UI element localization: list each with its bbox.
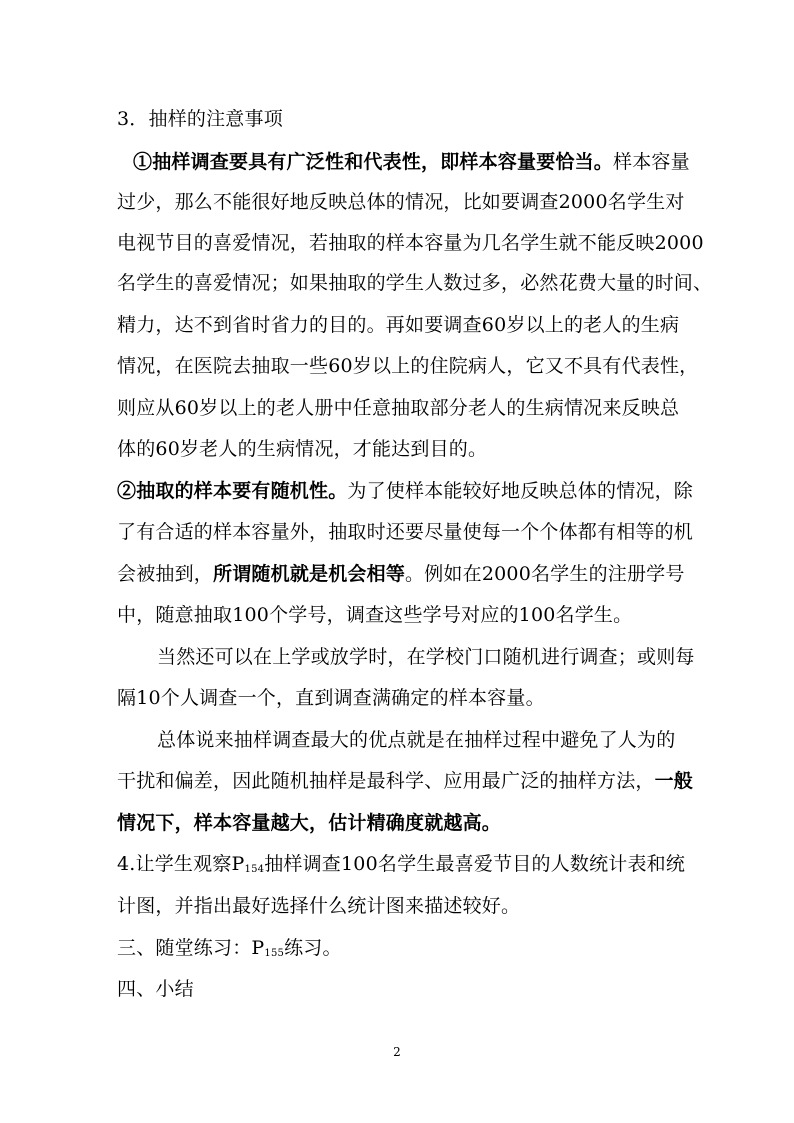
subscript-text: 154 (244, 864, 265, 875)
paragraph-line (117, 436, 677, 462)
paragraph-line (117, 893, 677, 919)
text: 练习。 (284, 937, 342, 959)
text: 干扰和偏差，因此随机抽样是最科学、应用最广泛的抽样方法， (117, 770, 655, 792)
subscript-text: 155 (264, 948, 285, 959)
paragraph-line (117, 270, 713, 296)
bold-text: 所谓随机就是机会相等 (213, 563, 406, 585)
text: 为了使样本能较好地反映总体的情况，除 (347, 480, 694, 502)
text: 名学生的喜爱情况；如果抽取的学生人数过多，必然花费大量的时间、 (117, 272, 713, 294)
paragraph-line (117, 561, 685, 587)
text: 过少，那么不能很好地反映总体的情况，比如要调查2000名学生对 (117, 191, 685, 213)
text: 样本容量 (613, 151, 690, 173)
section-heading (117, 106, 677, 132)
text: 四、小结 (117, 978, 194, 1000)
paragraph-line (117, 602, 677, 628)
text: 计图，并指出最好选择什么统计图来描述较好。 (117, 895, 521, 917)
bold-text: ①抽样调查要具有广泛性和代表性，即样本容量要恰当。 (133, 151, 614, 173)
text: 。例如在2000名学生的注册学号 (405, 563, 685, 585)
heading-text: 3．抽样的注意事项 (117, 108, 283, 130)
paragraph-line (117, 478, 694, 504)
text: 电视节目的喜爱情况，若抽取的样本容量为几名学生就不能反映2000 (117, 232, 704, 254)
text: 会被抽到， (117, 563, 214, 585)
paragraph-line (117, 395, 680, 421)
paragraph-line (117, 685, 677, 711)
text: 情况，在医院去抽取一些60岁以上的住院病人，它又不具有代表性， (117, 355, 699, 377)
section-heading (117, 935, 677, 967)
text: 精力，达不到省时省力的目的。再如要调查60岁以上的老人的生病 (117, 314, 680, 336)
text: 当然还可以在上学或放学时，在学校门口随机进行调查；或则每 (157, 646, 695, 668)
paragraph-line (117, 189, 685, 215)
text: 则应从60岁以上的老人册中任意抽取部分老人的生病情况来反映总 (117, 397, 680, 419)
paragraph-line (157, 727, 717, 753)
paragraph-line (117, 312, 680, 338)
paragraph-line (133, 149, 693, 175)
paragraph-line (117, 353, 699, 379)
section-heading (117, 976, 677, 1002)
paragraph-line (117, 810, 677, 836)
text: 三、随堂练习：P (117, 937, 265, 959)
paragraph-line (117, 851, 686, 883)
text: 体的60岁老人的生病情况，才能达到目的。 (117, 438, 488, 460)
bold-text: ②抽取的样本要有随机性。 (117, 480, 348, 502)
text: 中，随意抽取100个学号，调查这些学号对应的100名学生。 (117, 604, 633, 626)
bold-text: 一般 (654, 770, 694, 792)
paragraph-line (117, 230, 704, 256)
text: 4.让学生观察P (117, 853, 245, 875)
text: 隔10个人调查一个，直到调查满确定的样本容量。 (117, 687, 545, 709)
bold-text: 情况下，样本容量越大，估计精确度就越高。 (117, 812, 502, 834)
paragraph-line (157, 644, 717, 670)
text: 了有合适的样本容量外，抽取时还要尽量使每一个个体都有相等的机 (117, 521, 694, 543)
text: 抽样调查100名学生最喜爱节目的人数统计表和统 (264, 853, 686, 875)
paragraph-line (117, 519, 694, 545)
page-number: 2 (393, 1045, 401, 1059)
text: 总体说来抽样调查最大的优点就是在抽样过程中避免了人为的 (157, 729, 676, 751)
paragraph-line (117, 768, 694, 794)
